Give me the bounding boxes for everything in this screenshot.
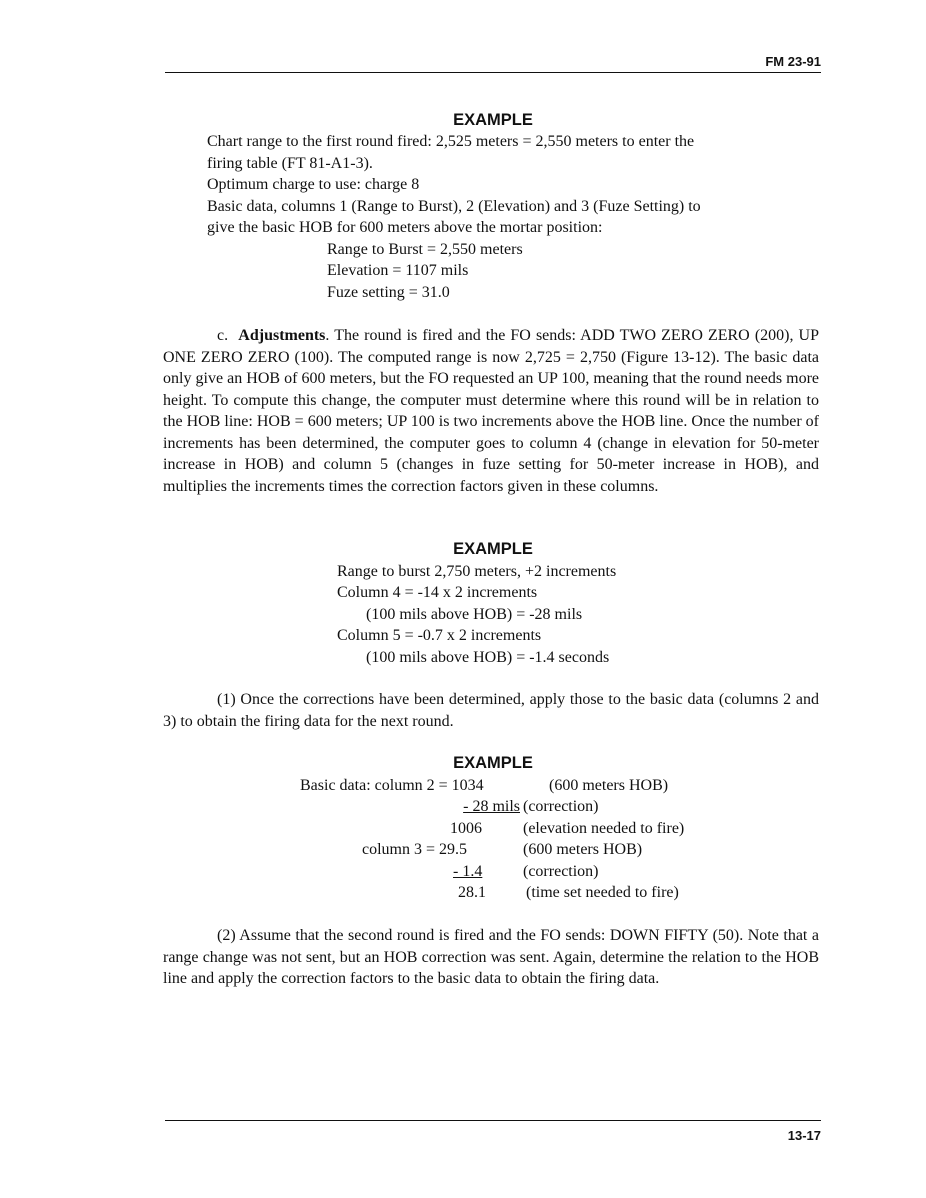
- example3-elevation-value: 1006: [450, 820, 482, 837]
- example2-heading: EXAMPLE: [453, 540, 533, 558]
- example2-line5: (100 mils above HOB) = -1.4 seconds: [366, 649, 610, 666]
- example3-heading: EXAMPLE: [453, 754, 533, 772]
- example3-column3-label: column 3 = 29.5: [362, 841, 468, 858]
- example3-correction2-note: (correction): [523, 863, 599, 880]
- para-1-text: (1) Once the corrections have been determined, apply those to the basic data (columns 2 and 3) to obtain the firing data for the next round.: [163, 691, 819, 730]
- example1-line4: Basic data, columns 1 (Range to Burst), 2 (Elevation) and 3 (Fuze Setting) to: [207, 198, 701, 215]
- paragraph-c: [163, 325, 819, 497]
- example1-elevation: Elevation = 1107 mils: [327, 262, 469, 279]
- example3-elevation-note: (elevation needed to fire): [523, 820, 685, 837]
- example2-line3: (100 mils above HOB) = -28 mils: [366, 606, 583, 623]
- example3-correction1-value: - 28 mils: [463, 798, 520, 815]
- example1-line5: give the basic HOB for 600 meters above the mortar position:: [207, 219, 603, 236]
- example1-line1: Chart range to the first round fired: 2,525 meters = 2,550 meters to enter the: [207, 133, 695, 150]
- example1-fuze: Fuze setting = 31.0: [327, 284, 450, 301]
- footer-rule: [165, 1120, 821, 1121]
- para-c-title: Adjustments: [238, 327, 326, 344]
- example2-line1: Range to burst 2,750 meters, +2 increments: [337, 563, 617, 580]
- example1-line3: Optimum charge to use: charge 8: [207, 176, 420, 193]
- example3-basic-label: Basic data: column 2 = 1034: [300, 777, 484, 794]
- example2-line4: Column 5 = -0.7 x 2 increments: [337, 627, 542, 644]
- example1-range: Range to Burst = 2,550 meters: [327, 241, 523, 258]
- footer-page-number: 13-17: [787, 1128, 821, 1143]
- example3-time-note: (time set needed to fire): [526, 884, 679, 901]
- example1-line2: firing table (FT 81-A1-3).: [207, 155, 373, 172]
- paragraph-2: [163, 925, 819, 990]
- para-c-label: c.: [217, 327, 229, 344]
- example3-basic-note: (600 meters HOB): [549, 777, 669, 794]
- header-rule: [165, 72, 821, 73]
- example3-correction1-note: (correction): [523, 798, 599, 815]
- header-doc-id: FM 23-91: [765, 54, 821, 69]
- example1-heading: EXAMPLE: [453, 111, 533, 129]
- para-2-text: (2) Assume that the second round is fired and the FO sends: DOWN FIFTY (50). Note that a range change was not sent, but an HOB correction was sent. Again, determine the relation to the HOB line and apply the correction factors to the basic data to obtain the firing data.: [163, 927, 819, 987]
- example2-line2: Column 4 = -14 x 2 increments: [337, 584, 538, 601]
- para-c-text: . The round is fired and the FO sends: ADD TWO ZERO ZERO (200), UP ONE ZERO ZERO (100). The computed range is now 2,725 = 2,750 (Figure 13-12). The basic data only give an HOB of 600 meters, but the FO requested an UP 100, meaning that the round needs more height. To compute this change, the computer must determine where this round will be in relation to the HOB line: HOB = 600 meters; UP 100 is two increments above the HOB line. Once the number of increments has been determined, the computer goes to column 4 (change in elevation for 50-meter increase in HOB) and column 5 (changes in fuze setting for 50-meter increase in HOB), and multiplies the increments times the correction factors given in these columns.: [163, 327, 820, 495]
- example3-time-value: 28.1: [458, 884, 486, 901]
- example3-column3-note: (600 meters HOB): [523, 841, 643, 858]
- example3-correction2-value: - 1.4: [453, 863, 483, 880]
- paragraph-1: [163, 689, 819, 732]
